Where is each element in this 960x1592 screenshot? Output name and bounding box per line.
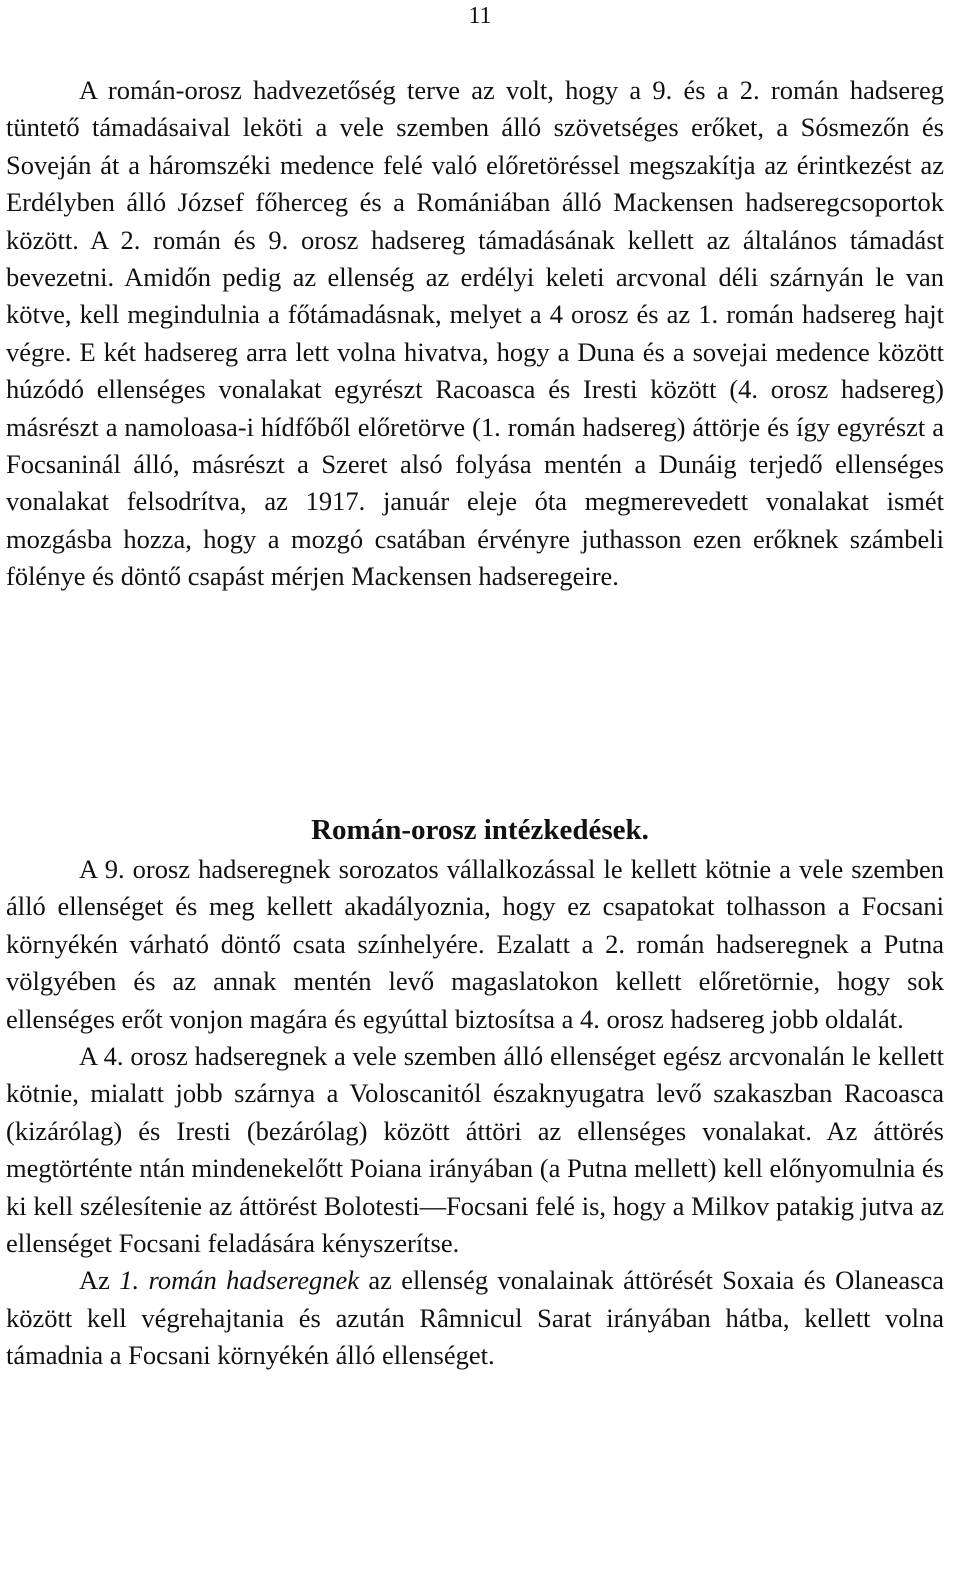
body-text-before-heading bbox=[6, 72, 944, 596]
paragraph-lead-text: Az bbox=[79, 1265, 120, 1296]
paragraph-1st-romanian-army bbox=[6, 1262, 944, 1374]
paragraph-rest-text: az ellenség vonalainak áttörését Soxaia és Olaneasca között kell végrehajtania és azután Râmnicul Sarat irányában hátba, kellett volna támadnia a Focsani környékén álló ellenséget. bbox=[6, 1265, 944, 1371]
italic-army-name: 1. román hadseregnek bbox=[119, 1265, 360, 1296]
paragraph-4th-russian-army: A 4. orosz hadseregnek a vele szemben álló ellenséget egész arcvonalán le kellett kötnie, mialatt jobb szárnya a Voloscanitól északnyugatra levő szakaszban Racoasca (kizárólag) és Iresti (bezárólag) között áttöri az ellenséges vonalakat. Az áttörés megtörténte ntán mindenekelőtt Poiana irányában (a Putna mellett) kell előnyomulnia és ki kell szélesítenie az áttörést Bolotesti—Focsani felé is, hogy a Milkov patakig jutva az ellenséget Focsani feladására kényszerítse. bbox=[6, 1041, 944, 1259]
body-text-after-heading bbox=[6, 851, 944, 1375]
section-heading: Román-orosz intézkedések. bbox=[311, 814, 649, 846]
page-number: 11 bbox=[468, 3, 492, 29]
paragraph-9th-russian-army: A 9. orosz hadseregnek sorozatos vállalkozással le kellett kötnie a vele szemben álló ellenséget és meg kellett akadályoznia, hogy ez csapatokat tolhasson a Focsani környékén várható döntő csata színhelyére. Ezalatt a 2. román hadseregnek a Putna völgyében és az annak mentén levő magaslatokon kellett előretörnie, hogy sok ellenséges erőt vonjon magára és egyúttal biztosítsa a 4. orosz hadsereg jobb oldalát. bbox=[6, 854, 944, 1034]
paragraph-strategic-plan: A román-orosz hadvezetőség terve az volt, hogy a 9. és a 2. román hadsereg tüntető támadásaival leköti a vele szemben álló szövetséges erőket, a Sósmezőn és Soveján át a háromszéki medence felé való előretöréssel megszakítja az érintkezést az Erdélyben álló József főherceg és a Romániában álló Mackensen hadseregcsoportok között. A 2. román és 9. orosz hadsereg támadásának kellett az általános támadást bevezetni. Amidőn pedig az ellenség az erdélyi keleti arcvonal déli szárnyán le van kötve, kell megindulnia a főtámadásnak, melyet a 4 orosz és az 1. román hadsereg hajt végre. E két hadsereg arra lett volna hivatva, hogy a Duna és a sovejai medence között húzódó ellenséges vonalakat egyrészt Racoasca és Iresti között (4. orosz hadsereg) másrészt a namoloasa-i hídfőből előretörve (1. román hadsereg) áttörje és így egyrészt a Focsaninál álló, másrészt a Szeret alsó folyása mentén a Dunáig terjedő ellenséges vonalakat felsodrítva, az 1917. január eleje óta megmerevedett vonalakat ismét mozgásba hozza, hogy a mozgó csatában érvényre juthasson ezen erőknek számbeli fölénye és döntő csapást mérjen Mackensen hadseregeire. bbox=[6, 75, 944, 592]
